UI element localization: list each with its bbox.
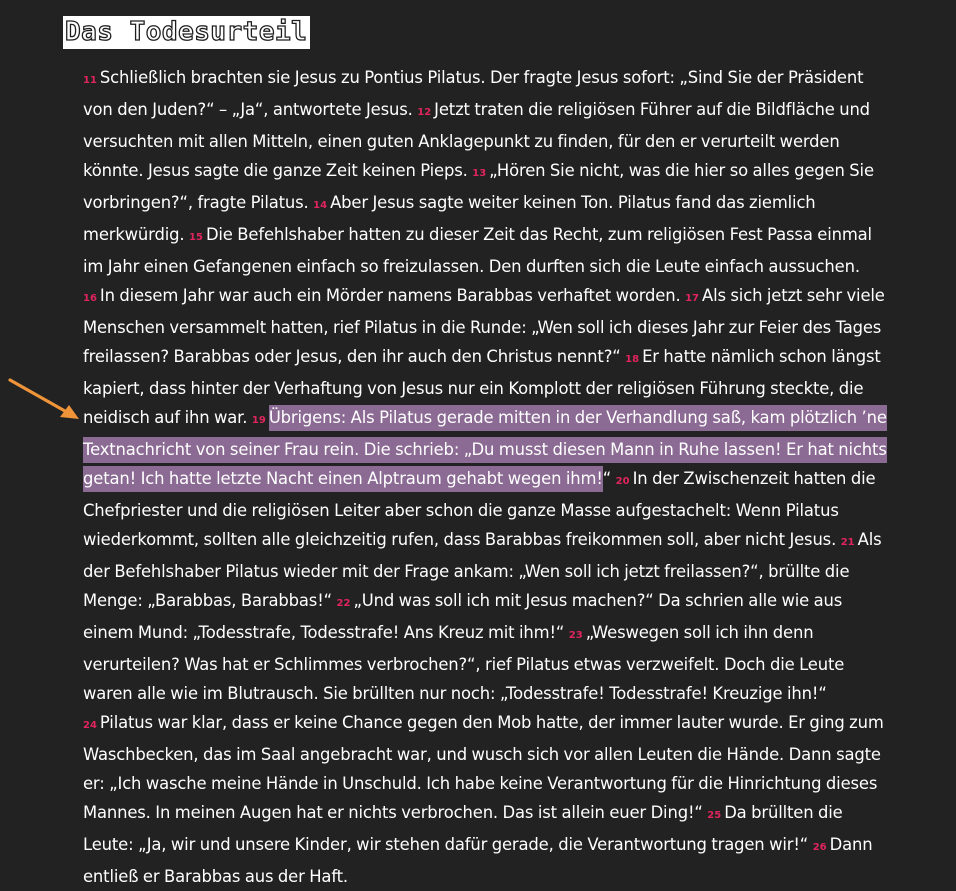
verse-text: In der Zwischenzeit hatten die Chefpriester und die religiösen Leiter aber schon die ganze Masse aufgestachelt: Wenn Pilatus wiederkommt, sollten alle gleichzeitig rufen, dass Barabbas freikommen soll, aber nicht Jesus. [83, 469, 876, 549]
verse-number: 21 [840, 537, 855, 548]
verse-number: 15 [189, 232, 203, 243]
verse-text: Die Befehlshaber hatten zu dieser Zeit das Recht, zum religiösen Fest Passa einmal im Jahr einen Gefangenen einfach so freizulassen. Den durften sich die Leute einfach aussuchen. [83, 225, 872, 276]
verse-number: 14 [313, 200, 328, 211]
verse-number: 25 [707, 810, 722, 821]
verse-number: 13 [472, 168, 487, 179]
verse-text: Da brüllten die Leute: „Ja, wir und unsere Kinder, wir stehen dafür gerade, die Verantwortung tragen wir!“ [83, 803, 843, 854]
verse-number: 17 [685, 293, 699, 304]
verse-text: Jetzt traten die religiösen Führer auf die Bildfläche und versuchten mit allen Mitteln, einen guten Anklagepunkt zu finden, für den er verurteilt werden könnte. Jesus sagte die ganze Zeit keinen Pieps. [83, 100, 870, 180]
verse-number: 23 [568, 630, 583, 641]
verse-text: Dann entließ er Barabbas aus der Haft. [83, 835, 873, 886]
verse-text: Pilatus war klar, dass er keine Chance gegen den Mob hatte, der immer lauter wurde. Er ging zum Waschbecken, das im Saal angebracht war, und wusch sich vor allen Leuten die Hände. Dann sagte er: „Ich wasche meine Hände in Unschuld. Ich habe keine Verantwortung für die Hinrichtung dieses Mannes. In meinen Augen hat er nichts verbrochen. Das ist allein euer Ding!“ [83, 713, 884, 822]
verse-text: Aber Jesus sagte weiter keinen Ton. Pilatus fand das ziemlich merkwürdig. [83, 193, 816, 244]
bible-passage [83, 63, 895, 891]
verse-number: 12 [417, 107, 432, 118]
arrow-pointer-icon [4, 375, 84, 425]
verse-number: 20 [615, 476, 630, 487]
highlighted-verse-text: Übrigens: Als Pilatus gerade mitten in der Verhandlung saß, kam plötzlich ’ne Textnachricht von seiner Frau rein. Die schrieb: „Du musst diesen Mann in Ruhe lassen! Er hat nichts getan! Ich hatte letzte Nacht einen Alptraum gehabt wegen ihm! [83, 405, 887, 492]
verse-text: Als der Befehlshaber Pilatus wieder mit der Frage ankam: „Wen soll ich jetzt freilassen?“, brüllte die Menge: „Barabbas, Barabbas!“ [83, 530, 882, 610]
verse-text: Als sich jetzt sehr viele Menschen versammelt hatten, rief Pilatus in die Runde: „Wen soll ich dieses Jahr zur Feier des Tages freilassen? Barabbas oder Jesus, den ihr auch den Christus nennt?“ [83, 286, 885, 366]
verse-text: „Weswegen soll ich ihn denn verurteilen? Was hat er Schlimmes verbrochen?“, rief Pilatus etwas verzweifelt. Doch die Leute waren alle wie im Blutrausch. Sie brüllten nur noch: „Todesstrafe! Todesstrafe! Kreuzige ihn!“ [83, 623, 845, 703]
arrow-head [60, 405, 79, 419]
verse-number: 18 [625, 354, 640, 365]
verse-number: 19 [251, 415, 266, 426]
page-title: Das Todesurteil [65, 17, 308, 47]
verse-text: Schließlich brachten sie Jesus zu Pontius Pilatus. Der fragte Jesus sofort: „Sind Sie der Präsident von den Juden?“ – „Ja“, antwortete Jesus. [83, 68, 864, 119]
page-title-banner [63, 16, 310, 49]
verse-text: Er hatte nämlich schon längst kapiert, dass hinter der Verhaftung von Jesus nur ein Komplott der religiösen Führung steckte, die neidisch auf ihn war. [83, 347, 881, 427]
verse-number: 16 [83, 293, 97, 304]
verse-text: „Hören Sie nicht, was die hier so alles gegen Sie vorbringen?“, fragte Pilatus. [83, 161, 874, 212]
verse-number: 24 [83, 720, 97, 731]
arrow-shaft [10, 380, 72, 415]
verse-text: In diesem Jahr war auch ein Mörder namens Barabbas verhaftet worden. [99, 286, 686, 305]
verse-number: 26 [812, 842, 827, 853]
verse-text: “ [602, 469, 616, 488]
verse-text: „Und was soll ich mit Jesus machen?“ Da schrien alle wie aus einem Mund: „Todesstrafe, Todesstrafe! Ans Kreuz mit ihm!“ [83, 591, 843, 642]
verse-number: 22 [336, 598, 351, 609]
verse-number: 11 [83, 75, 97, 86]
